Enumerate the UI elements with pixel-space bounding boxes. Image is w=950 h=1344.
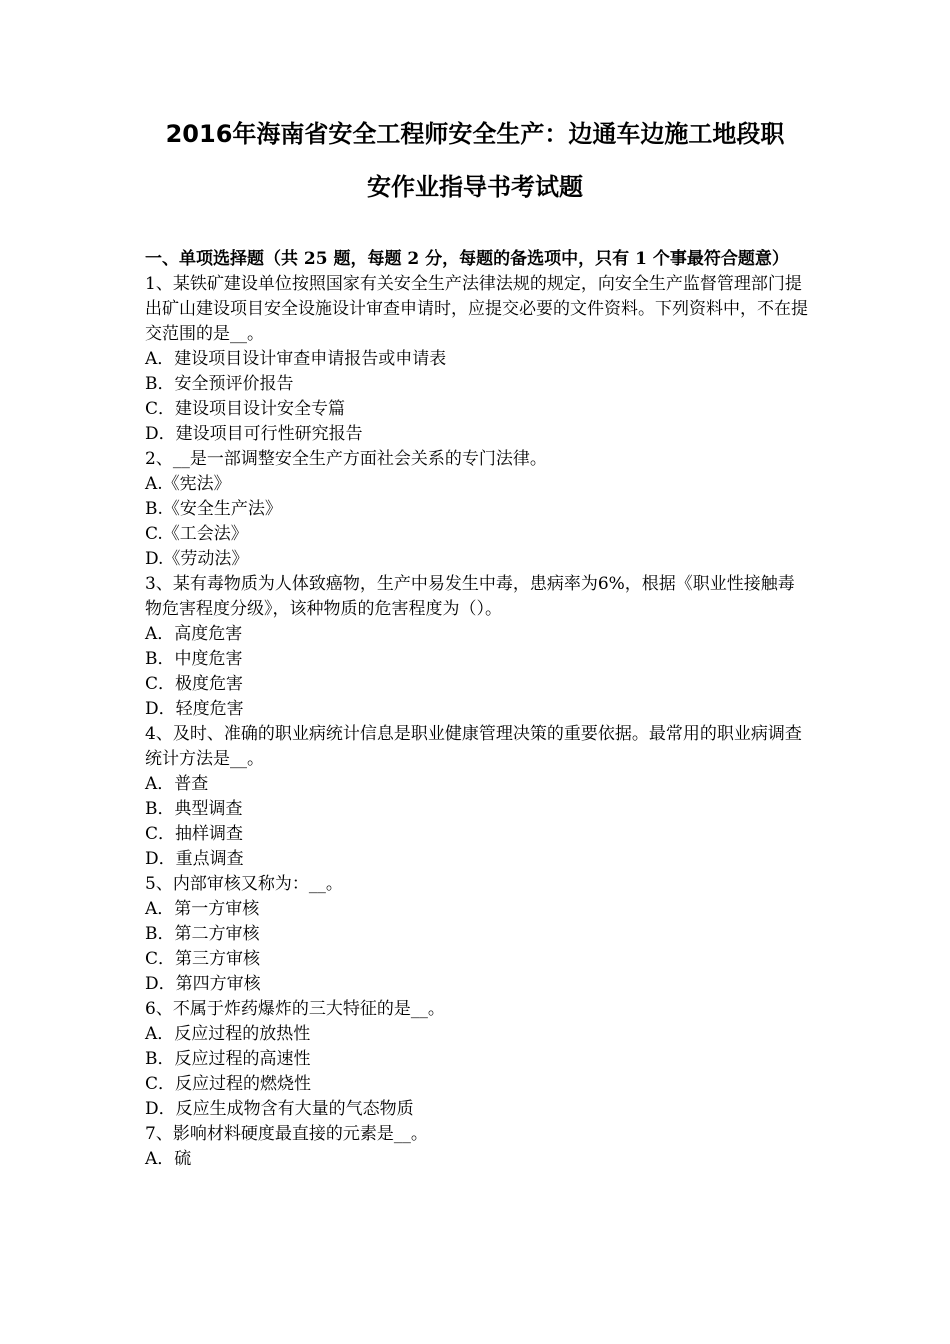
option-a: A．反应过程的放热性 [145, 1024, 311, 1044]
option-b: B．第二方审核 [145, 924, 260, 944]
question-stem: 2、__是一部调整安全生产方面社会关系的专门法律。 [145, 449, 547, 469]
option-a: A．高度危害 [145, 624, 243, 644]
document-title-line-1: 2016年海南省安全工程师安全生产：边通车边施工地段职 [165, 120, 785, 148]
option-b: B．典型调查 [145, 799, 243, 819]
option-b: B．反应过程的高速性 [145, 1049, 311, 1069]
document-body [145, 247, 810, 1172]
option-c: C.《工会法》 [145, 524, 248, 544]
question-2 [145, 447, 810, 572]
option-a: A.《宪法》 [145, 474, 231, 494]
question-stem: 1、某铁矿建设单位按照国家有关安全生产法律法规的规定，向安全生产监督管理部门提出矿山建设项目安全设施设计审查申请时，应提交必要的文件资料。下列资料中，不在提交范围的是__。 [145, 274, 808, 344]
option-c: C．极度危害 [145, 674, 244, 694]
option-d: D．反应生成物含有大量的气态物质 [145, 1099, 414, 1119]
question-stem: 4、及时、准确的职业病统计信息是职业健康管理决策的重要依据。最常用的职业病调查统计方法是__。 [145, 724, 802, 769]
option-a: A．普查 [145, 774, 209, 794]
option-a: A．建设项目设计审查申请报告或申请表 [145, 349, 447, 369]
option-d: D．重点调查 [145, 849, 244, 869]
option-b: B．安全预评价报告 [145, 374, 294, 394]
question-stem: 7、影响材料硬度最直接的元素是__。 [145, 1124, 428, 1144]
option-c: C．建设项目设计安全专篇 [145, 399, 346, 419]
option-c: C．反应过程的燃烧性 [145, 1074, 312, 1094]
option-a: A．硫 [145, 1149, 192, 1169]
question-7 [145, 1122, 810, 1172]
question-4 [145, 722, 810, 872]
option-d: D.《劳动法》 [145, 549, 249, 569]
option-d: D．第四方审核 [145, 974, 261, 994]
option-c: C．第三方审核 [145, 949, 261, 969]
question-3 [145, 572, 810, 722]
option-b: B.《安全生产法》 [145, 499, 282, 519]
question-1 [145, 272, 810, 447]
question-5 [145, 872, 810, 997]
question-stem: 5、内部审核又称为：__。 [145, 874, 343, 894]
document-title-line-2: 安作业指导书考试题 [367, 173, 583, 201]
option-d: D．建设项目可行性研究报告 [145, 424, 363, 444]
question-stem: 3、某有毒物质为人体致癌物，生产中易发生中毒，患病率为6%，根据《职业性接触毒物危害程度分级》，该种物质的危害程度为（）。 [145, 574, 795, 619]
option-d: D．轻度危害 [145, 699, 244, 719]
option-a: A．第一方审核 [145, 899, 260, 919]
option-b: B．中度危害 [145, 649, 243, 669]
section-heading: 一、单项选择题（共 25 题，每题 2 分，每题的备选项中，只有 1 个事最符合题意） [145, 249, 789, 269]
question-stem: 6、不属于炸药爆炸的三大特征的是__。 [145, 999, 445, 1019]
question-6 [145, 997, 810, 1122]
option-c: C．抽样调查 [145, 824, 244, 844]
